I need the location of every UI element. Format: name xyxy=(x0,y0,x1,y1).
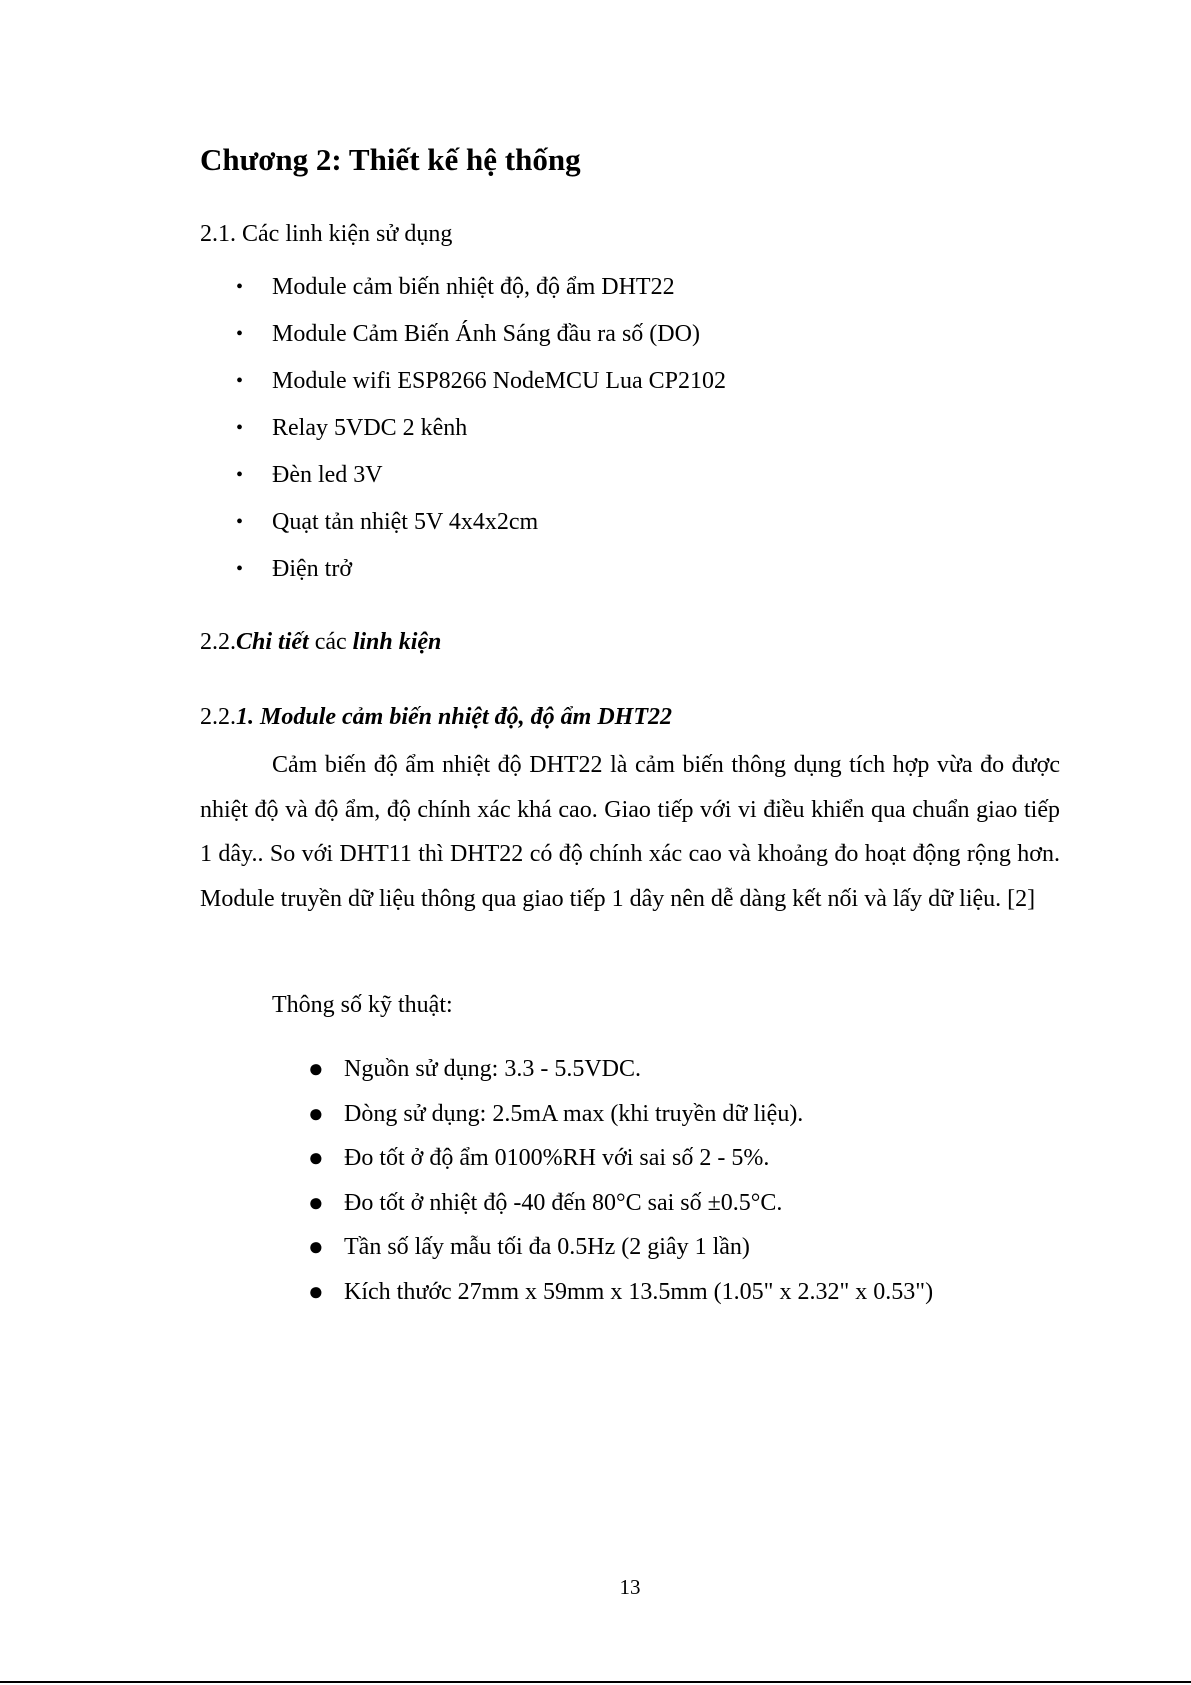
section-2-2-number: 2.2. xyxy=(200,629,236,655)
spec-item xyxy=(308,1232,933,1277)
spec-item-text: Đo tốt ở độ ẩm 0100%RH với sai số 2 - 5%. xyxy=(344,1145,770,1171)
spec-item xyxy=(308,1098,933,1144)
bullet-icon: ● xyxy=(308,1276,324,1306)
section-2-2-part-2: các xyxy=(308,629,353,655)
components-list xyxy=(236,272,727,601)
list-item xyxy=(236,366,727,413)
spec-item-text: Dòng sử dụng: 2.5mA max (khi truyền dữ liệu). xyxy=(344,1100,804,1127)
spec-item xyxy=(308,1187,933,1233)
spec-item xyxy=(308,1276,934,1322)
spec-item-text: Đo tốt ở nhiệt độ -40 đến 80°C sai số ±0.5°C. xyxy=(344,1189,783,1216)
list-item-text: Relay 5VDC 2 kênh xyxy=(272,415,468,441)
list-item-text: Điện trở xyxy=(272,556,353,582)
bullet-icon: • xyxy=(236,464,244,486)
spec-item-text: Nguồn sử dụng: 3.3 - 5.5VDC. xyxy=(344,1056,642,1082)
list-item-text: Module wifi ESP8266 NodeMCU Lua CP2102 xyxy=(272,368,727,394)
bullet-icon: • xyxy=(236,370,244,392)
bullet-icon: • xyxy=(236,276,244,298)
list-item xyxy=(236,319,726,366)
list-item xyxy=(236,554,726,601)
bullet-icon: • xyxy=(236,558,244,580)
page-number: 13 xyxy=(619,1575,641,1599)
list-item-text: Module Cảm Biến Ánh Sáng đầu ra số (DO) xyxy=(272,321,700,347)
section-2-2-1-title: 1. Module cảm biến nhiệt độ, độ ẩm DHT22 xyxy=(236,704,673,730)
list-item-text: Quạt tản nhiệt 5V 4x4x2cm xyxy=(272,509,539,535)
bullet-icon: ● xyxy=(308,1232,324,1261)
bullet-icon: • xyxy=(236,417,244,439)
bullet-icon: • xyxy=(236,511,244,533)
section-2-2-1-number: 2.2. xyxy=(200,704,236,730)
spec-item-text: Tần số lấy mẫu tối đa 0.5Hz (2 giây 1 lần) xyxy=(344,1234,750,1260)
spec-item xyxy=(308,1054,933,1099)
list-item-text: Đèn led 3V xyxy=(272,462,383,488)
section-2-2-1-heading xyxy=(200,702,672,732)
section-2-2-heading xyxy=(200,627,441,657)
bullet-icon: ● xyxy=(308,1054,324,1083)
dht22-description: Cảm biến độ ẩm nhiệt độ DHT22 là cảm biến thông dụng tích hợp vừa đo được nhiệt độ và độ ẩm, độ chính xác khá cao. Giao tiếp với vi điều khiển qua chuẩn giao tiếp 1 dây.. So với DHT11 thì DHT22 có độ chính xác cao và khoảng đo hoạt động rộng hơn. Module truyền dữ liệu thông qua giao tiếp 1 dây nên dễ dàng kết nối và lấy dữ liệu. [2] xyxy=(200,752,1060,912)
bullet-icon: ● xyxy=(308,1143,324,1172)
list-item xyxy=(236,460,726,507)
section-2-1-heading: 2.1. Các linh kiện sử dụng xyxy=(200,221,453,247)
list-item-text: Module cảm biến nhiệt độ, độ ẩm DHT22 xyxy=(272,274,675,300)
spec-item-text: Kích thước 27mm x 59mm x 13.5mm (1.05" x 2.32" x 0.53") xyxy=(344,1278,934,1305)
chapter-title: Chương 2: Thiết kế hệ thống xyxy=(200,142,581,177)
section-2-2-part-1: Chi tiết xyxy=(236,629,309,655)
list-item xyxy=(236,413,726,460)
bullet-icon: ● xyxy=(308,1187,324,1217)
bullet-icon: • xyxy=(236,323,244,345)
spec-item xyxy=(308,1143,933,1188)
spec-label: Thông số kỹ thuật: xyxy=(272,992,453,1018)
specs-list xyxy=(308,1054,934,1321)
list-item xyxy=(236,272,726,319)
bottom-rule xyxy=(0,1681,1191,1683)
list-item xyxy=(236,507,726,554)
bullet-icon: ● xyxy=(308,1098,324,1128)
section-2-2-part-3: linh kiện xyxy=(352,629,442,655)
